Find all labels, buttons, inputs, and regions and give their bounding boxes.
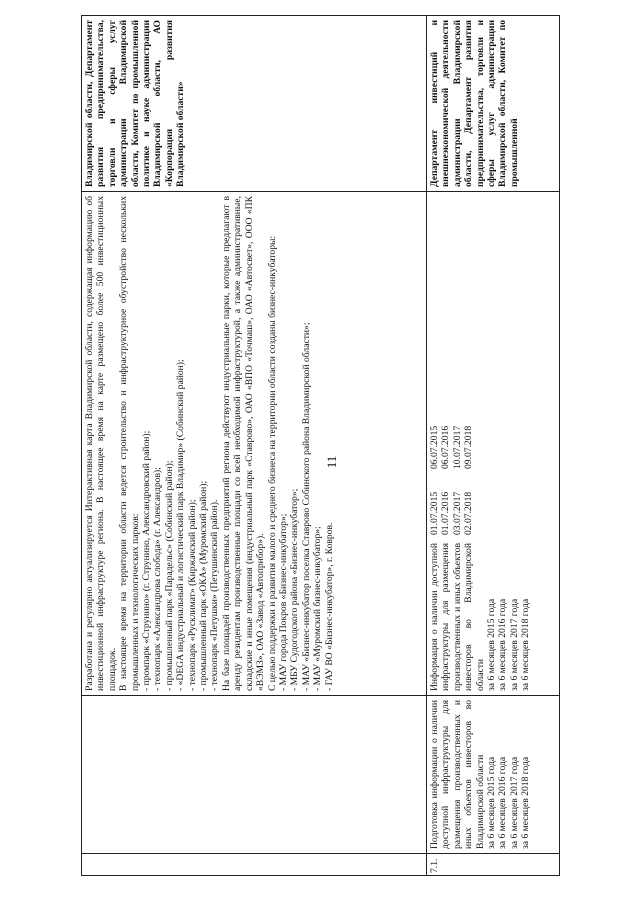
row-number: 7.1.	[427, 854, 560, 876]
result-item: за 6 месяцев 2017 года	[508, 598, 520, 691]
description-paragraph: - МБУ Судогодского района «Бизнес-инкубатор»;	[289, 488, 301, 691]
row-number	[82, 854, 427, 876]
organizations-cell: Департамент инвестиций и внешнеэкономической деятельности администрации Владимирской области, Департамент развития предпринимательства, торговли и сферы услуг администрации Владимирской области, Комитет по промышленной	[427, 16, 560, 192]
description-paragraph: Разработана и регулярно актуализируется Интерактивная карта Владимирской области, содержащая информацию об инвестиционной инфраструктуре региона. В настоящее время на карте размещено более 500 инвестиционных площадок.	[84, 196, 118, 691]
description-paragraph: - технопарк «Петушки» (Петушинский район).	[209, 499, 221, 691]
organizations-cell: Владимирской области, Департамент развития предпринимательства, торговли и сферы услуг администрации Владимирской области, Комитет по промышленной политике и науке администрации Владимирской области, АО «Корпорация развития Владимирской области»	[82, 16, 427, 192]
result-item: за 6 месяцев 2016 года	[497, 598, 509, 691]
result-item: за 6 месяцев 2018 года	[520, 598, 532, 691]
description-paragraph: - технопарк «Русклимат» (Киржачский район);	[186, 499, 198, 691]
end-dates	[427, 192, 559, 473]
result-title: Информация о наличии доступной инфраструктуры для размещения производственных и иных объектов инвесторов во Владимирской области	[429, 543, 486, 691]
event-cell	[427, 696, 560, 854]
event-item: за 6 месяцев 2017 года	[508, 756, 520, 849]
end-date: 06.07.2015	[429, 425, 440, 469]
end-date: 10.07.2017	[451, 425, 463, 469]
start-date: 01.07.2016	[440, 491, 452, 535]
start-date: 01.07.2015	[429, 491, 440, 535]
start-date: 03.07.2017	[451, 491, 463, 535]
document-table	[81, 16, 559, 876]
description-paragraph: - МАУ «Муромский бизнес-инкубатор»;	[312, 526, 324, 691]
start-dates	[427, 473, 559, 539]
table-row	[427, 16, 560, 876]
description-paragraph: С целью поддержки и развития малого и среднего бизнеса на территории области созданы бизнес-инкубаторы:	[266, 235, 278, 691]
result-description	[427, 539, 559, 695]
event-title: Подготовка информации о наличии доступной инфраструктуры для размещения производственных и иных объектов инвесторов во Владимирской области	[429, 700, 486, 849]
result-item: за 6 месяцев 2015 года	[486, 598, 498, 691]
description-paragraph: На базе площадей производственных предприятий региона действуют индустриальные парки, которые предлагают в аренду резидентам производственные площади со всей необходимой инфраструктурой, а также административные, складские и иные помещения (индустриальный парк «Ставрово», ОАО «ВПО «Точмаш», ОАО «Автосвет», ООО «ПК «ВЭМЗ», ОАО «Завод «Автоприбор»).	[220, 196, 267, 691]
event-cell	[82, 696, 427, 854]
description-paragraph: - МАУ «Бизнес-инкубатор поселка Ставрово Собинского района Владимирской области»;	[300, 322, 312, 691]
description-paragraph: - промышленный парк «ОКА» (Муромский район);	[198, 480, 210, 691]
description-paragraph: - промышленный парк «Парадельс» (Собинский район);	[163, 460, 175, 691]
description-paragraph: В настоящее время на территории области ведется строительство и инфраструктурное обустройство нескольких промышленных и технологических парков:	[118, 196, 141, 691]
description-paragraph: - МАУ города Покров «Бизнес-инкубатор»;	[277, 513, 289, 691]
description-paragraph: - промпарк «Струнино» (г. Струнино, Александровский район);	[141, 430, 153, 691]
description-paragraph: - технопарк «Александрова слобода» (г. Александров);	[152, 467, 164, 691]
start-date: 02.07.2018	[463, 491, 475, 535]
description-cell	[82, 192, 427, 696]
description-paragraph: - ГАУ ВО «Бизнес-инкубатор», г. Ковров.	[323, 522, 335, 691]
page-number: 11	[324, 455, 339, 469]
result-cell	[427, 192, 560, 696]
end-date: 09.07.2018	[463, 425, 475, 469]
event-item: за 6 месяцев 2018 года	[520, 756, 532, 849]
event-item: за 6 месяцев 2015 года	[486, 756, 498, 849]
description-paragraph: - «DEGA индустриальный и логистический парк Владимир» (Собинский район);	[175, 359, 187, 691]
end-date: 06.07.2016	[440, 425, 452, 469]
table-row	[82, 16, 427, 876]
event-item: за 6 месяцев 2016 года	[497, 756, 509, 849]
